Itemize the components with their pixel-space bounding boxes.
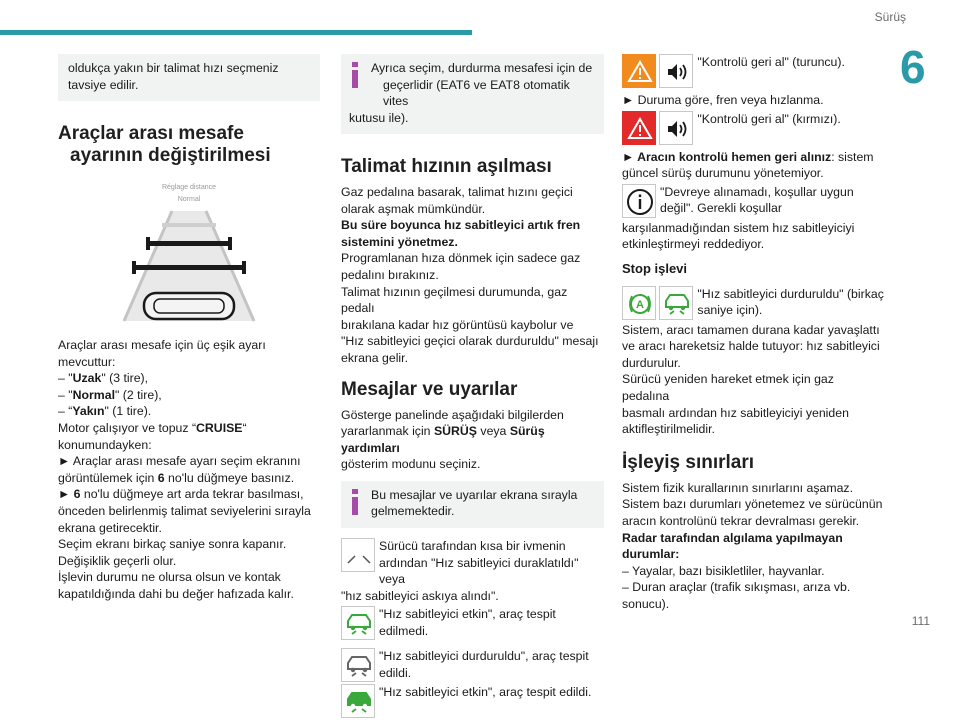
section-title: Sürüş bbox=[874, 10, 906, 24]
subsection-heading: Stop işlevi bbox=[622, 260, 688, 276]
text-line: "Hız sabitleyici etkin", araç tespit edilmedi. bbox=[379, 607, 556, 638]
text-line: mevcuttur: bbox=[58, 354, 116, 369]
text-line bbox=[58, 420, 320, 437]
text-line: Seçim ekranı birkaç saniye sonra kapanır. bbox=[58, 537, 287, 552]
text-line: "hız sabitleyici askıya alındı". bbox=[341, 588, 499, 603]
text-line: "Hız sabitleyici durduruldu", araç tespit bbox=[379, 649, 589, 664]
text-line: Sürücü tarafından kısa bir ivmenin bbox=[379, 538, 566, 553]
text: : sistem bbox=[831, 149, 874, 164]
chapter-number: 6 bbox=[900, 41, 926, 93]
text: " (1 tire). bbox=[104, 404, 152, 419]
cruise-car-stopped-icon bbox=[341, 648, 375, 682]
bold-text: Radar tarafından algılama yapılmayan bbox=[622, 530, 843, 545]
text-line: Gaz pedalına basarak, talimat hızını geçici bbox=[341, 185, 573, 199]
bold-text: Bu süre boyunca hız sabitleyici artık fren bbox=[341, 218, 581, 233]
text-line: pedalını bırakınız. bbox=[341, 267, 439, 282]
text-line: sonucu). bbox=[622, 596, 670, 611]
text-line: İşlevin durumu ne olursa olsun ve kontak bbox=[58, 570, 281, 585]
text: “ bbox=[242, 420, 247, 435]
warning-triangle-icon bbox=[622, 54, 656, 88]
text-line: aracın kontrolünü tekrar devralması gerekir. bbox=[622, 513, 860, 528]
text-line: Bu mesajlar ve uyarılar ekrana sırayla bbox=[371, 487, 578, 502]
text-line: etkinleştirmeyi reddediyor. bbox=[622, 237, 765, 252]
icon-group bbox=[341, 606, 375, 640]
section-heading: Mesajlar ve uyarılar bbox=[341, 378, 518, 400]
text-line: Sistem bazı durumları yönetemez ve sürücünün bbox=[622, 497, 883, 512]
text-line: gelmemektedir. bbox=[371, 504, 455, 519]
text: no'lu düğmeye art arda tekrar basılması, bbox=[80, 487, 304, 502]
text-line: Sistem fizik kurallarının sınırlarını aşamaz. bbox=[622, 480, 853, 495]
bold-text: Uzak bbox=[72, 371, 102, 386]
text-line bbox=[622, 149, 884, 166]
text: ► bbox=[58, 487, 74, 502]
text-line: "Hız sabitleyici etkin", araç tespit edildi. bbox=[379, 685, 592, 700]
diagram-label-sub: Normal bbox=[177, 196, 201, 203]
text-line: kutusu ile). bbox=[349, 110, 409, 125]
bar-cap bbox=[242, 261, 246, 274]
bold-text: durumlar: bbox=[622, 547, 680, 562]
text: – " bbox=[58, 371, 73, 386]
text-line: edildi. bbox=[379, 665, 412, 680]
distance-bar-normal-1 bbox=[150, 241, 228, 246]
text-line: karşılanmadığından sistem hız sabitleyiciyi bbox=[622, 220, 855, 235]
text-line: "Devreye alınamadı, koşullar uygun bbox=[660, 184, 854, 199]
paused-icon bbox=[341, 538, 375, 572]
text-line: güncel sürüş durumunu yönetemiyor. bbox=[622, 166, 824, 181]
text: yararlanmak için bbox=[341, 424, 434, 439]
text: veya bbox=[477, 424, 510, 439]
option-normal bbox=[58, 387, 320, 404]
column-3 bbox=[622, 54, 884, 612]
bold-text: 6 bbox=[73, 487, 81, 502]
svg-text:A: A bbox=[636, 298, 644, 311]
text: " (2 tire), bbox=[115, 387, 162, 402]
distance-bar-normal-2 bbox=[136, 265, 242, 270]
icon-group bbox=[341, 648, 375, 682]
bold-text: Yakın bbox=[72, 404, 105, 419]
bar-cap bbox=[132, 261, 136, 274]
header-accent-bar bbox=[0, 30, 472, 35]
text-line: "Hız sabitleyici durduruldu" (birkaç bbox=[697, 286, 884, 301]
text-line: aktifleştirilmelidir. bbox=[622, 422, 715, 437]
option-far bbox=[58, 370, 320, 387]
text-line: saniye için). bbox=[697, 303, 763, 318]
text-line: Sürücü yeniden hareket etmek için gaz pedalına bbox=[622, 372, 834, 403]
text: no'lu düğmeye basınız. bbox=[164, 470, 295, 485]
bold-text: ► Aracın kontrolü hemen geri alınız bbox=[622, 149, 832, 164]
info-circle-icon bbox=[622, 184, 656, 218]
heading-line: ayarının değiştirilmesi bbox=[70, 145, 271, 166]
text: – " bbox=[58, 387, 73, 402]
icon-group bbox=[622, 54, 693, 88]
text-line: Araçlar arası mesafe için üç eşik ayarı bbox=[58, 338, 266, 352]
text-line: konumundayken: bbox=[58, 437, 152, 452]
text: " (3 tire), bbox=[101, 371, 149, 386]
text-line: bırakılana kadar hız görüntüsü kaybolur ve bbox=[341, 317, 574, 332]
text-line: Sistem, aracı tamamen durana kadar yavaşlattı bbox=[622, 322, 880, 337]
distance-bar-far bbox=[162, 223, 216, 227]
text-line: basmalı ardından hız sabitleyiciyi yeniden bbox=[622, 405, 849, 420]
cruise-car-icon bbox=[659, 286, 693, 320]
note-box bbox=[58, 54, 320, 101]
heading-line: Araçlar arası mesafe bbox=[58, 123, 244, 144]
icon-group bbox=[341, 684, 375, 718]
text-line: olarak aşmak mümkündür. bbox=[341, 201, 486, 216]
icon-group bbox=[341, 538, 375, 572]
text-line: ► Duruma göre, fren veya hızlanma. bbox=[622, 93, 824, 107]
cruise-car-icon bbox=[341, 606, 375, 640]
speaker-icon bbox=[659, 54, 693, 88]
text-line: Talimat hızının geçilmesi durumunda, gaz pedalı bbox=[341, 284, 568, 316]
warning-triangle-icon bbox=[622, 111, 656, 145]
text: görüntülemek için bbox=[58, 470, 158, 485]
page-number: 111 bbox=[911, 614, 930, 628]
text: – “ bbox=[58, 404, 73, 419]
text-line: Değişiklik geçerli olur. bbox=[58, 553, 177, 568]
bold-text: Normal bbox=[72, 387, 115, 402]
text-line: "Kontrolü geri al" (turuncu). bbox=[697, 55, 845, 69]
text-line bbox=[58, 470, 320, 487]
text-line: kapatıldığında dahi bu değer hafızada kalır. bbox=[58, 586, 294, 601]
text-line: – Duran araçlar (trafik sıkışması, arıza vb. bbox=[622, 580, 851, 595]
text-line: ► Araçlar arası mesafe ayarı seçim ekranını bbox=[58, 454, 301, 469]
text-line: – Yayalar, bazı bisikletliler, hayvanlar. bbox=[622, 563, 825, 578]
section-heading: İşleyiş sınırları bbox=[622, 451, 755, 473]
cruise-car-detected-icon bbox=[341, 684, 375, 718]
text-line: ardından "Hız sabitleyici duraklatıldı" veya bbox=[379, 555, 579, 587]
speaker-icon bbox=[659, 111, 693, 145]
info-icon bbox=[351, 489, 359, 515]
text-line: geçerlidir (EAT6 ve EAT8 otomatik vites bbox=[383, 77, 570, 108]
info-icon bbox=[351, 62, 359, 88]
info-note bbox=[341, 54, 604, 134]
text-line: ekrana getirecektir. bbox=[58, 520, 162, 535]
icon-group bbox=[622, 184, 656, 218]
distance-setting-diagram bbox=[114, 181, 264, 331]
text-line: değil". Gerekli koşullar bbox=[660, 201, 782, 216]
section-heading: Talimat hızının aşılması bbox=[341, 156, 552, 177]
bold-text: CRUISE bbox=[196, 420, 243, 435]
text-line: Gösterge panelinde aşağıdaki bilgilerden bbox=[341, 407, 564, 422]
text-line: "Hız sabitleyici geçici olarak durduruldu" mesajı bbox=[341, 334, 599, 349]
section-heading bbox=[58, 123, 320, 167]
text: Motor çalışıyor ve topuz “ bbox=[58, 420, 197, 435]
text-line: durdurulur. bbox=[622, 355, 681, 370]
car-outline-icon bbox=[144, 293, 234, 319]
bar-cap bbox=[146, 237, 150, 250]
bar-cap bbox=[228, 237, 232, 250]
icon-group bbox=[622, 286, 693, 320]
bold-text: sistemini yönetmez. bbox=[341, 234, 458, 249]
text-line bbox=[341, 423, 604, 456]
text-line bbox=[58, 486, 320, 503]
option-near bbox=[58, 403, 320, 420]
auto-hold-icon bbox=[622, 286, 656, 320]
text-line: ekrana gelir. bbox=[341, 350, 408, 365]
diagram-label-top: Réglage distance bbox=[161, 184, 217, 191]
text-line: Programlanan hıza dönmek için sadece gaz bbox=[341, 251, 581, 266]
info-note bbox=[341, 481, 604, 528]
bold-text: 6 bbox=[157, 470, 165, 485]
text-line: Ayrıca seçim, durdurma mesafesi için de bbox=[371, 61, 593, 75]
bold-text: Sürüş yardımları bbox=[341, 424, 545, 455]
column-1 bbox=[58, 54, 320, 603]
text-line: "Kontrolü geri al" (kırmızı). bbox=[697, 111, 841, 126]
note-text: oldukça yakın bir talimat hızı seçmeniz tavsiye edilir. bbox=[68, 61, 279, 92]
text-line: ve aracı hareketsiz halde tutuyor: hız sabitleyici bbox=[622, 339, 880, 354]
text-line: önceden belirlenmiş talimat seviyelerini sırayla bbox=[58, 503, 311, 518]
bold-text: SÜRÜŞ bbox=[433, 424, 477, 439]
icon-group bbox=[622, 111, 693, 145]
column-2 bbox=[341, 54, 604, 720]
text-line: gösterim modunu seçiniz. bbox=[341, 457, 481, 472]
